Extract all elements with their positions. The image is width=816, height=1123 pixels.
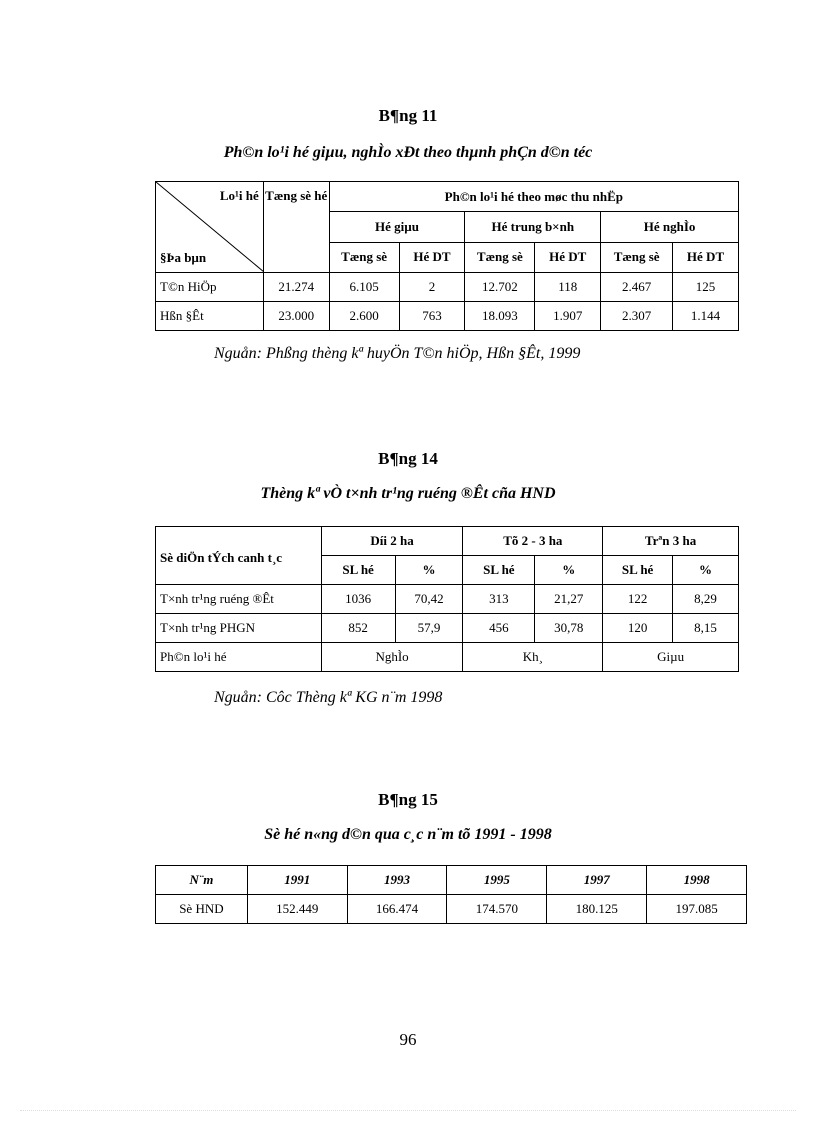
row-label: Sè HND: [156, 895, 248, 924]
cell: 1.144: [673, 302, 739, 331]
cell: 180.125: [547, 895, 647, 924]
sub-header-ethnic: Hé DT: [535, 242, 601, 272]
row-label: T©n HiÖp: [156, 273, 264, 302]
income-group-header: Ph©n lo¹i hé theo møc thu nhËp: [329, 182, 738, 212]
cell: 174.570: [447, 895, 547, 924]
group-average: Hé trung b×nh: [465, 212, 601, 242]
cell: 2.600: [329, 302, 399, 331]
cell: 21,27: [535, 585, 603, 614]
table-14-subtitle: Thèng kª vÒ t×nh tr¹ng ruéng ®Êt cña HND: [260, 485, 556, 502]
sub-header-percent: %: [395, 556, 463, 585]
sub-header-count: SL hé: [321, 556, 395, 585]
group-under-2ha: Díi 2 ha: [321, 527, 463, 556]
sub-header-ethnic: Hé DT: [673, 242, 739, 272]
row-label: Hßn §Êt: [156, 302, 264, 331]
year-header: N¨m: [156, 866, 248, 895]
corner-bottom-label: §Þa bµn: [160, 250, 207, 265]
cell: 166.474: [347, 895, 447, 924]
table-11-source: Nguån: Phßng thèng kª huyÖn T©n hiÖp, Hßn §Êt, 1999: [214, 345, 581, 362]
cell: Giµu: [603, 643, 739, 672]
sub-header-count: SL hé: [463, 556, 535, 585]
table-row: [156, 302, 739, 331]
table-11: [155, 181, 739, 331]
cell: 118: [535, 273, 601, 302]
cell: 120: [603, 614, 673, 643]
area-corner-header: Sè diÖn tÝch canh t¸c: [156, 527, 322, 585]
cell: Kh¸: [463, 643, 603, 672]
table-15-subtitle: Sè hé n«ng d©n qua c¸c n¨m tõ 1991 - 1998: [264, 826, 552, 843]
cell: 57,9: [395, 614, 463, 643]
cell: NghÌo: [321, 643, 463, 672]
sub-header-ethnic: Hé DT: [399, 242, 465, 272]
table-11-title: B¶ng 11: [378, 106, 438, 125]
table-row: [156, 273, 739, 302]
cell: 2.307: [601, 302, 673, 331]
cell: 125: [673, 273, 739, 302]
table-11-subtitle: Ph©n lo¹i hé giµu, nghÌo xÐt theo thµnh phÇn d©n téc: [223, 144, 593, 161]
cell: 70,42: [395, 585, 463, 614]
year-cell: 1997: [547, 866, 647, 895]
table-row: [156, 614, 739, 643]
table-row: [156, 895, 747, 924]
group-2-3ha: Tõ 2 - 3 ha: [463, 527, 603, 556]
row-label: T×nh tr¹ng PHGN: [156, 614, 322, 643]
table-11-corner-cell: [156, 182, 264, 273]
cell: 30,78: [535, 614, 603, 643]
page-number: 96: [399, 1030, 417, 1049]
cell: 763: [399, 302, 465, 331]
cell: 21.274: [263, 273, 329, 302]
sub-header-total: Tæng sè: [329, 242, 399, 272]
cell: 1036: [321, 585, 395, 614]
cell: 2: [399, 273, 465, 302]
table-row: [156, 585, 739, 614]
table-14-source: Nguån: Côc Thèng kª KG n¨m 1998: [214, 689, 443, 706]
cell: 18.093: [465, 302, 535, 331]
cell: 12.702: [465, 273, 535, 302]
corner-top-label: Lo¹i hé: [219, 188, 259, 203]
total-households-header: Tæng sè hé: [263, 182, 329, 273]
cell: 8,29: [673, 585, 739, 614]
sub-header-total: Tæng sè: [601, 242, 673, 272]
sub-header-count: SL hé: [603, 556, 673, 585]
footer-divider: [20, 1110, 796, 1111]
table-row: [156, 643, 739, 672]
row-label: Ph©n lo¹i hé: [156, 643, 322, 672]
group-over-3ha: Trªn 3 ha: [603, 527, 739, 556]
cell: 2.467: [601, 273, 673, 302]
year-cell: 1993: [347, 866, 447, 895]
cell: 852: [321, 614, 395, 643]
cell: 152.449: [247, 895, 347, 924]
sub-header-percent: %: [673, 556, 739, 585]
cell: 122: [603, 585, 673, 614]
table-14-title: B¶ng 14: [378, 449, 438, 468]
sub-header-percent: %: [535, 556, 603, 585]
table-15-title: B¶ng 15: [378, 790, 438, 809]
table-14: [155, 526, 739, 672]
cell: 8,15: [673, 614, 739, 643]
cell: 456: [463, 614, 535, 643]
group-poor: Hé nghÌo: [601, 212, 739, 242]
year-cell: 1991: [247, 866, 347, 895]
cell: 6.105: [329, 273, 399, 302]
row-label: T×nh tr¹ng ruéng ®Êt: [156, 585, 322, 614]
year-cell: 1998: [647, 866, 747, 895]
cell: 1.907: [535, 302, 601, 331]
sub-header-total: Tæng sè: [465, 242, 535, 272]
cell: 23.000: [263, 302, 329, 331]
table-15: [155, 865, 747, 924]
year-cell: 1995: [447, 866, 547, 895]
cell: 313: [463, 585, 535, 614]
group-rich: Hé giµu: [329, 212, 465, 242]
cell: 197.085: [647, 895, 747, 924]
